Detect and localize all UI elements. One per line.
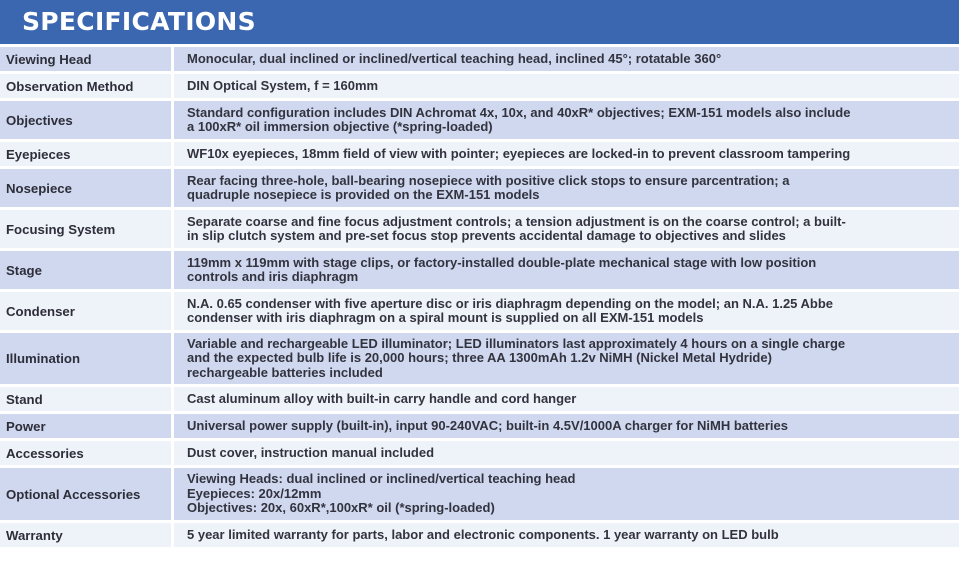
spec-value [174,47,959,71]
spec-value-line: WF10x eyepieces, 18mm field of view with pointer; eyepieces are locked-in to prevent classroom tampering [187,145,851,161]
spec-value [174,251,959,289]
spec-value-line: 119mm x 119mm with stage clips, or factory-installed double-plate mechanical stage with low position [187,254,817,270]
spec-value-line: Objectives: 20x, 60xR*,100xR* oil (*spring-loaded) [187,500,495,516]
spec-label: Observation Method [0,74,171,98]
spec-label: Focusing System [0,210,171,248]
spec-value [174,414,959,438]
spec-row [0,251,959,289]
spec-value-line: quadruple nosepiece is provided on the EXM-151 models [187,187,540,202]
spec-row [0,210,959,248]
spec-row [0,292,959,330]
spec-row [0,468,959,520]
spec-value-line: rechargeable batteries included [187,364,383,380]
spec-row [0,142,959,166]
page-title: SPECIFICATIONS [22,7,256,36]
spec-label: Optional Accessories [0,468,171,520]
specifications-table [0,47,959,550]
spec-value-line: Eyepieces: 20x/12mm [187,485,322,501]
spec-value [174,169,959,207]
spec-row [0,387,959,411]
spec-label: Illumination [0,333,171,384]
spec-value-line: Universal power supply (built-in), input 90-240VAC; built-in 4.5V/1000A charger for NiMH batteries [187,417,789,433]
spec-value-line: N.A. 0.65 condenser with five aperture disc or iris diaphragm depending on the model; an N.A. 1.25 Abbe [187,295,834,311]
spec-value-line: Standard configuration includes DIN Achromat 4x, 10x, and 40xR* objectives; EXM-151 models also include [187,104,851,120]
spec-value [174,333,959,384]
spec-value-line: Monocular, dual inclined or inclined/vertical teaching head, inclined 45°; rotatable 360° [187,50,722,66]
spec-label: Accessories [0,441,171,465]
spec-value [174,74,959,98]
spec-label: Eyepieces [0,142,171,166]
spec-row [0,333,959,384]
specifications-header [0,0,959,44]
spec-label: Viewing Head [0,47,171,71]
spec-value [174,387,959,411]
spec-value [174,468,959,520]
spec-label: Condenser [0,292,171,330]
spec-label: Warranty [0,523,171,547]
spec-value-line: condenser with iris diaphragm on a spiral mount is supplied on all EXM-151 models [187,310,704,325]
spec-value-line: Viewing Heads: dual inclined or inclined/vertical teaching head [187,471,576,487]
spec-value-line: a 100xR* oil immersion objective (*spring-loaded) [187,119,493,134]
spec-row [0,523,959,547]
spec-row [0,414,959,438]
spec-value-line: controls and iris diaphragm [187,269,359,284]
spec-value [174,292,959,330]
spec-value [174,523,959,547]
spec-value-line: Separate coarse and fine focus adjustment controls; a tension adjustment is on the coarse control; a built- [187,213,846,229]
spec-label: Objectives [0,101,171,139]
spec-value [174,101,959,139]
spec-value-line: Variable and rechargeable LED illuminator; LED illuminators last approximately 4 hours on a single charge [187,335,846,351]
spec-label: Nosepiece [0,169,171,207]
spec-value-line: 5 year limited warranty for parts, labor and electronic components. 1 year warranty on LED bulb [187,526,779,542]
spec-row [0,169,959,207]
spec-row [0,74,959,98]
spec-value [174,441,959,465]
spec-value [174,210,959,248]
spec-value-line: and the expected bulb life is 20,000 hours; three AA 1300mAh 1.2v NiMH (Nickel Metal Hydride) [187,350,772,366]
spec-value-line: Dust cover, instruction manual included [187,444,435,460]
spec-value [174,142,959,166]
spec-value-line: DIN Optical System, f = 160mm [187,77,379,93]
spec-row [0,101,959,139]
spec-row [0,441,959,465]
spec-label: Power [0,414,171,438]
spec-value-line: Cast aluminum alloy with built-in carry handle and cord hanger [187,390,577,406]
spec-label: Stage [0,251,171,289]
spec-value-line: in slip clutch system and pre-set focus stop prevents accidental damage to objectives and slides [187,228,786,243]
spec-row [0,47,959,71]
spec-value-line: Rear facing three-hole, ball-bearing nosepiece with positive click stops to ensure parcentration; a [187,172,790,188]
spec-label: Stand [0,387,171,411]
